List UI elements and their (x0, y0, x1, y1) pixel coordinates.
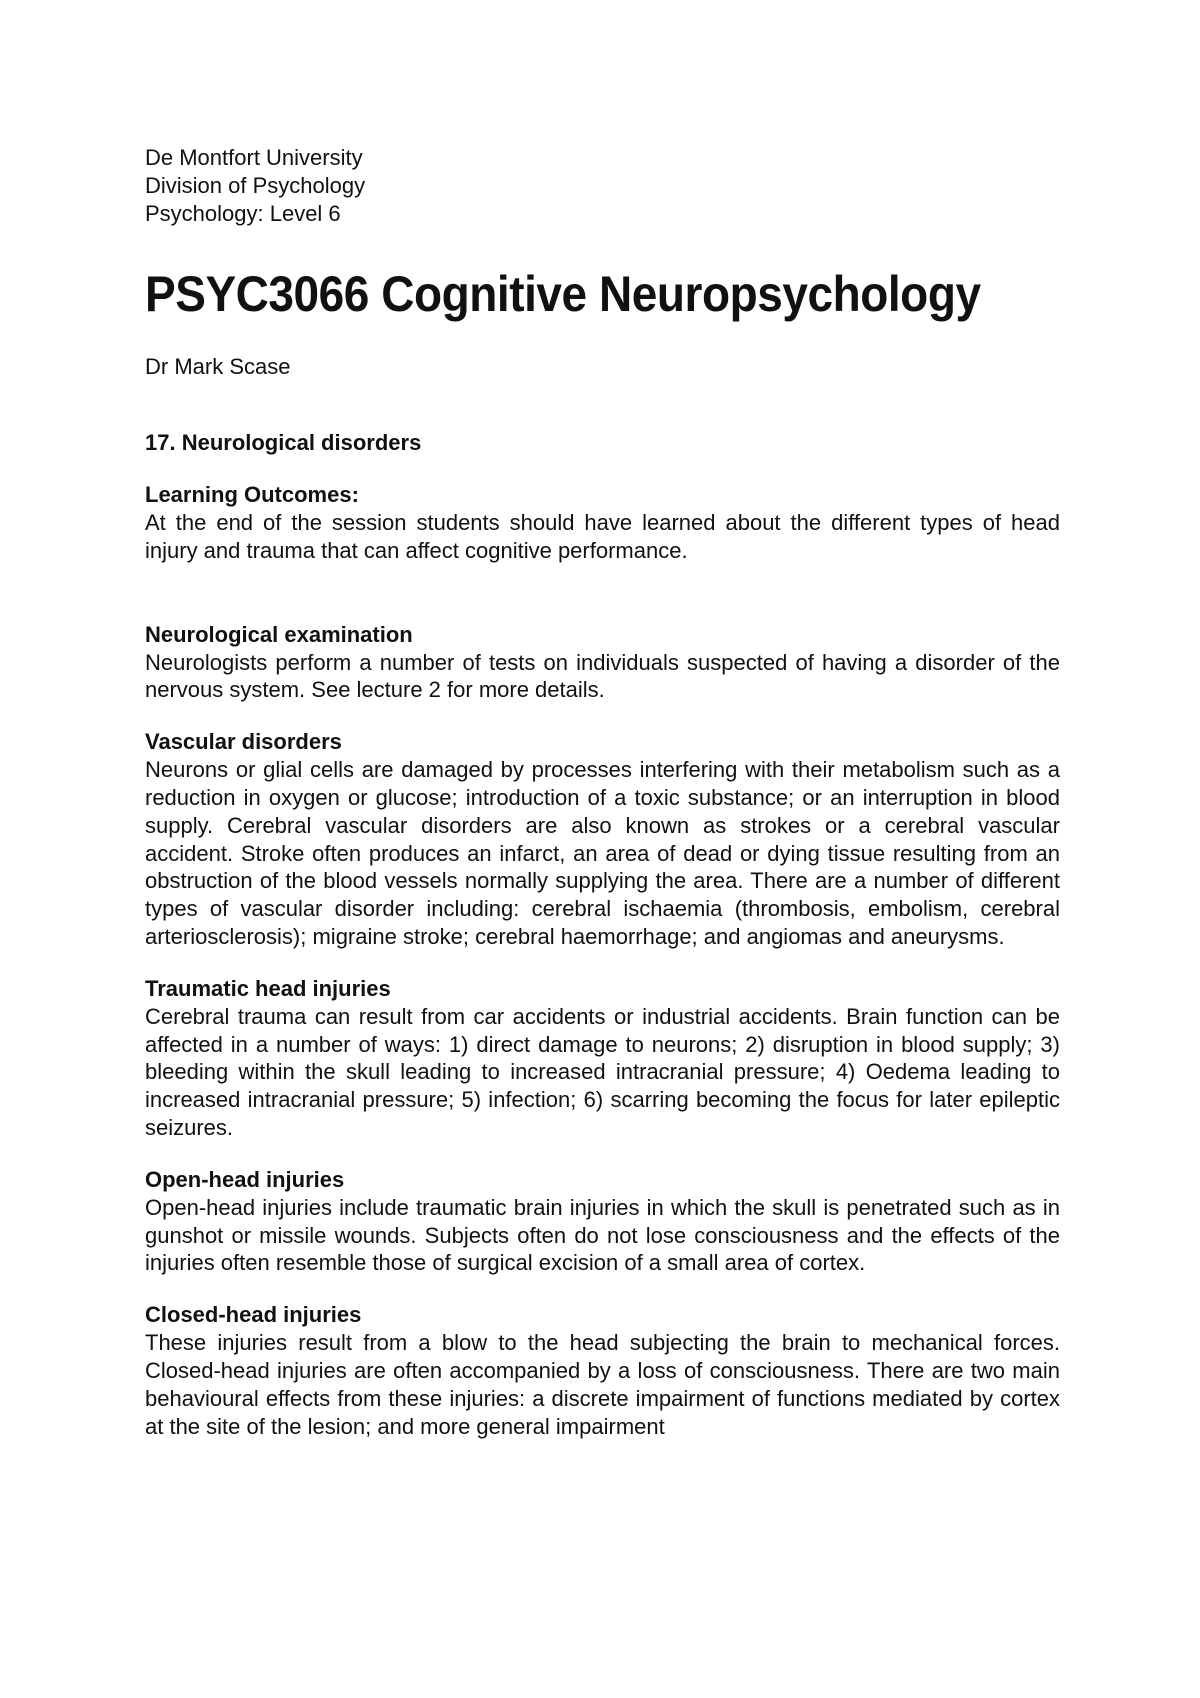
lecture-heading: 17. Neurological disorders (145, 430, 422, 455)
section-vascular-disorders (145, 728, 1060, 951)
section-closed-head-injuries (145, 1301, 1060, 1440)
division-name: Division of Psychology (145, 173, 366, 198)
section-heading: Open-head injuries (145, 1166, 345, 1192)
section-body: Cerebral trauma can result from car accidents or industrial accidents. Brain function can be affected in a number of ways: 1) direct damage to neurons; 2) disruption in blood supply; 3) bleeding within the skull leading to increased intracranial pressure; 4) Oedema leading to increased intracranial pressure; 5) infection; 6) scarring becoming the focus for later epileptic seizures. (145, 1003, 1060, 1140)
section-body: These injuries result from a blow to the head subjecting the brain to mechanical forces. Closed-head injuries are often accompanied by a loss of consciousness. There are two main behavioural effects from these injuries: a discrete impairment of functions mediated by cortex at the site of the lesion; and more general impairment (145, 1330, 1060, 1439)
section-traumatic-head-injuries (145, 975, 1060, 1142)
section-heading: Closed-head injuries (145, 1302, 362, 1328)
section-body: At the end of the session students should have learned about the different types of head injury and trauma that can affect cognitive performance. (145, 510, 1060, 563)
section-heading: Vascular disorders (145, 729, 342, 755)
section-learning-outcomes (145, 481, 1060, 565)
section-body: Neurologists perform a number of tests on individuals suspected of having a disorder of the nervous system. See lecture 2 for more details. (145, 649, 1060, 703)
section-heading: Neurological examination (145, 621, 413, 647)
document-page (145, 144, 1060, 1440)
section-neurological-examination (145, 621, 1060, 705)
section-heading: Learning Outcomes: (145, 482, 359, 507)
section-body: Neurons or glial cells are damaged by processes interfering with their metabolism such as a reduction in oxygen or glucose; introduction of a toxic substance; or an interruption in blood supply. Cerebral vascular disorders are also known as strokes or a cerebral vascular accident. Stroke often produces an infarct, an area of dead or dying tissue resulting from an obstruction of the blood vessels normally supplying the area. There are a number of different types of vascular disorder including: cerebral ischaemia (thrombosis, embolism, cerebral arteriosclerosis); migraine stroke; cerebral haemorrhage; and angiomas and aneurysms. (145, 757, 1060, 949)
institution-name: De Montfort University (145, 145, 363, 170)
section-body: Open-head injuries include traumatic brain injuries in which the skull is penetrated such as in gunshot or missile wounds. Subjects often do not lose consciousness and the effects of the injuries often resemble those of surgical excision of a small area of cortex. (145, 1194, 1060, 1276)
author-name: Dr Mark Scase (145, 354, 291, 379)
section-heading: Traumatic head injuries (145, 975, 391, 1001)
section-open-head-injuries (145, 1166, 1060, 1277)
document-title: PSYC3066 Cognitive Neuropsychology (145, 266, 981, 322)
course-level: Psychology: Level 6 (145, 201, 341, 226)
